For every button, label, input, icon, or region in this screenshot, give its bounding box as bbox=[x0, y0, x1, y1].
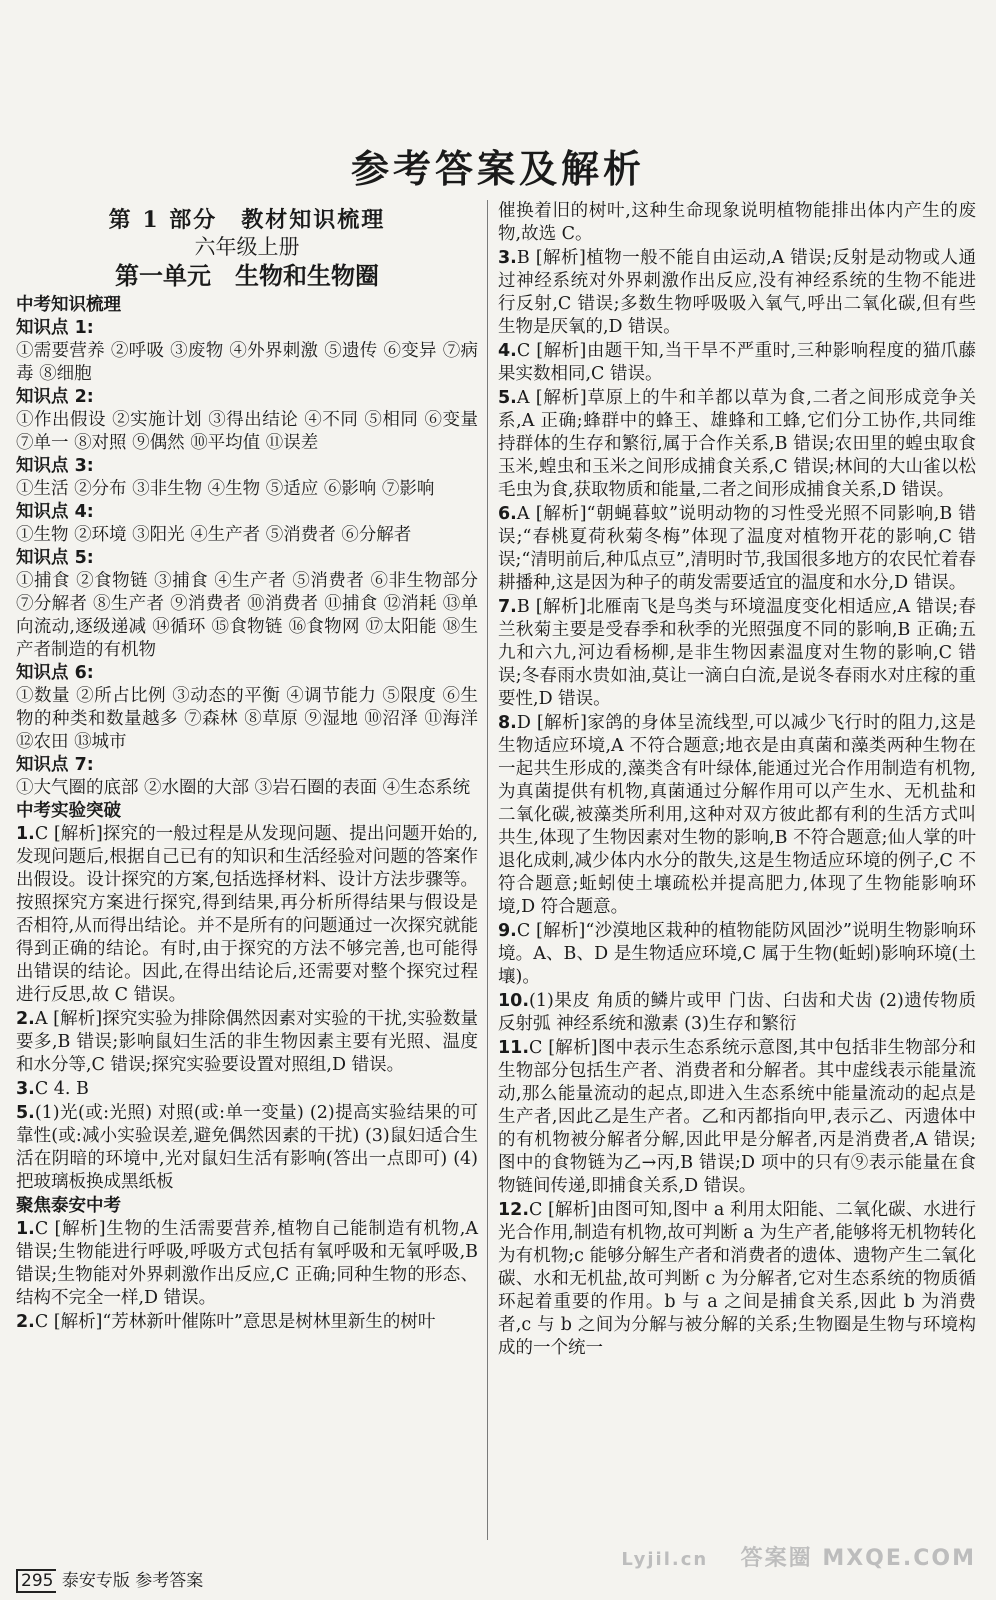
answer-item bbox=[498, 503, 976, 595]
answer-number: 8. bbox=[498, 713, 517, 733]
answer-item bbox=[498, 990, 976, 1036]
answer-number: 9. bbox=[498, 921, 517, 941]
answer-item bbox=[498, 712, 976, 919]
part-heading: 第 1 部分 教材知识梳理 bbox=[108, 207, 386, 233]
answer-number: 3. bbox=[498, 248, 517, 268]
answer-number: 4. bbox=[498, 341, 517, 361]
answer-item bbox=[16, 1311, 478, 1334]
kp7-title: 知识点 7: bbox=[16, 755, 94, 775]
answer-text: B [解析]北雁南飞是鸟类与环境温度变化相适应,A 错误;春兰秋菊主要是受春季和秋季的光照强度不同的影响,B 正确;五九和六九,河边看杨柳,是非生物因素温度对生物的影响,C 错误;冬春雨水贵如油,莫让一滴白白流,是说冬春雨水对庄稼的重要性,D 错误。 bbox=[498, 597, 976, 709]
answer-number: 2. bbox=[16, 1009, 35, 1029]
answer-text: A [解析]“朝蝇暮蚊”说明动物的习性受光照不同影响,B 错误;“春桃夏荷秋菊冬梅”体现了温度对植物开花的影响,C 错误;“清明前后,种瓜点豆”,清明时节,我国很多地方的农民忙着春耕播种,这是因为种子的萌发需要适宜的温度和水分,D 错误。 bbox=[498, 504, 976, 593]
answer-item bbox=[498, 920, 976, 989]
kp7-text: ①大气圈的底部 ②水圈的大部 ③岩石圈的表面 ④生态系统 bbox=[16, 778, 471, 798]
kp3-text: ①生活 ②分布 ③非生物 ④生物 ⑤适应 ⑥影响 ⑦影响 bbox=[16, 479, 435, 499]
answer-text: A [解析]草原上的牛和羊都以草为食,二者之间形成竞争关系,A 正确;蜂群中的蜂王、雄蜂和工蜂,它们分工协作,共同维持群体的生存和繁衍,属于合作关系,B 错误;农田里的蝗虫取食玉米,蝗虫和玉米之间形成捕食关系,C 错误;林间的大山雀以松毛虫为食,获取物质和能量,二者之间形成捕食关系,D 错误。 bbox=[498, 388, 976, 500]
answer-number: 11. bbox=[498, 1038, 530, 1058]
page-footer bbox=[16, 1566, 203, 1591]
answer-item bbox=[16, 1008, 478, 1077]
column-divider bbox=[487, 200, 488, 1540]
answer-text: C 4. B bbox=[34, 1079, 89, 1099]
answer-item bbox=[16, 1102, 478, 1194]
kp1-title: 知识点 1: bbox=[16, 318, 94, 338]
watermark-text-2: 答案圈 MXQE.COM bbox=[740, 1546, 976, 1571]
answer-number: 3. bbox=[16, 1079, 35, 1099]
answer-item bbox=[16, 1078, 478, 1101]
answer-text: A [解析]探究实验为排除偶然因素对实验的干扰,实验数量要多,B 错误;影响鼠妇生活的非生物因素主要有光照、温度和水分等,C 错误;探究实验要设置对照组,D 错误。 bbox=[16, 1009, 478, 1075]
answer-text: C [解析]探究的一般过程是从发现问题、提出问题开始的,发现问题后,根据自己已有的知识和生活经验对问题的答案作出假设。设计探究的方案,包括选择材料、设计方法步骤等。按照探究方案进行探究,得到结果,再分析所得结果与假设是否相符,从而得出结论。并不是所有的问题通过一次探究就能得到正确的结论。有时,由于探究的方法不够完善,也可能得出错误的结论。因此,在得出结论后,还需要对整个探究过程进行反思,故 C 错误。 bbox=[16, 824, 478, 1005]
answer-number: 6. bbox=[498, 504, 517, 524]
section-heading-experiment: 中考实验突破 bbox=[16, 801, 121, 821]
kp4-title: 知识点 4: bbox=[16, 502, 94, 522]
answer-text: (1)光(或:光照) 对照(或:单一变量) (2)提高实验结果的可靠性(或:减小实验误差,避免偶然因素的干扰) (3)鼠妇适合生活在阴暗的环境中,光对鼠妇生活有影响(答出一点即可) (4)把玻璃板换成黑纸板 bbox=[16, 1103, 478, 1192]
kp3-title: 知识点 3: bbox=[16, 456, 94, 476]
unit-heading: 第一单元 生物和生物圈 bbox=[115, 262, 379, 290]
answer-text: C [解析]“沙漠地区栽种的植物能防风固沙”说明生物影响环境。A、B、D 是生物适应环境,C 属于生物(蚯蚓)影响环境(土壤)。 bbox=[498, 921, 976, 987]
answer-number: 5. bbox=[16, 1103, 35, 1123]
kp5-title: 知识点 5: bbox=[16, 548, 94, 568]
section-heading-knowledge: 中考知识梳理 bbox=[16, 295, 121, 315]
kp2-title: 知识点 2: bbox=[16, 387, 94, 407]
watermark bbox=[621, 1538, 976, 1573]
answer-text: D [解析]家鸽的身体呈流线型,可以减少飞行时的阻力,这是生物适应环境,A 不符合题意;地衣是由真菌和藻类两种生物在一起共生形成的,藻类含有叶绿体,能通过光合作用制造有机物,为真菌提供有机物,真菌通过分解作用可以产生水、无机盐和二氧化碳,被藻类所利用,这种对双方彼此都有利的生活方式叫共生,体现了生物因素对生物的影响,B 不符合题意;仙人掌的叶退化成刺,减少体内水分的散失,这是生物适应环境的例子,C 不符合题意;蚯蚓使土壤疏松并提高肥力,体现了生物能影响环境,D 符合题意。 bbox=[498, 713, 976, 917]
answer-continued: 催换着旧的树叶,这种生命现象说明植物能排出体内产生的废物,故选 C。 bbox=[498, 201, 976, 244]
kp5-text: ①捕食 ②食物链 ③捕食 ④生产者 ⑤消费者 ⑥非生物部分 ⑦分解者 ⑧生产者 ⑨消费者 ⑩消费者 ⑪捕食 ⑫消耗 ⑬单向流动,逐级递减 ⑭循环 ⑮食物链 ⑯食物网 ⑰太阳能 ⑱生产者制造的有机物 bbox=[16, 571, 478, 660]
answer-text: C [解析]生物的生活需要营养,植物自己能制造有机物,A 错误;生物能进行呼吸,呼吸方式包括有氧呼吸和无氧呼吸,B 错误;生物能对外界刺激作出反应,C 正确;同种生物的形态、结构不完全一样,D 错误。 bbox=[16, 1219, 478, 1308]
answer-number: 7. bbox=[498, 597, 517, 617]
answer-text: (1)果皮 角质的鳞片或甲 门齿、臼齿和犬齿 (2)遗传物质 反射弧 神经系统和激素 (3)生存和繁衍 bbox=[498, 991, 976, 1034]
answer-number: 2. bbox=[16, 1312, 35, 1332]
answer-text: B [解析]植物一般不能自由运动,A 错误;反射是动物或人通过神经系统对外界刺激作出反应,没有神经系统的生物不能进行反射,C 错误;多数生物呼吸吸入氧气,呼出二氧化碳,但有些生物是厌氧的,D 错误。 bbox=[498, 248, 976, 337]
kp1-text: ①需要营养 ②呼吸 ③废物 ④外界刺激 ⑤遗传 ⑥变异 ⑦病毒 ⑧细胞 bbox=[16, 341, 478, 384]
footer-text: 泰安专版 参考答案 bbox=[61, 1571, 204, 1591]
kp6-title: 知识点 6: bbox=[16, 663, 94, 683]
answer-text: C [解析]由题干知,当干旱不严重时,三种影响程度的猫爪藤果实数相同,C 错误。 bbox=[498, 341, 976, 384]
left-column bbox=[16, 200, 478, 1335]
answer-item bbox=[498, 1199, 976, 1360]
section-heading-taian: 聚焦泰安中考 bbox=[16, 1196, 121, 1216]
answer-item bbox=[498, 596, 976, 711]
page-number: 295 bbox=[16, 1569, 56, 1593]
watermark-text-1: Lyjil.cn bbox=[621, 1549, 709, 1570]
answer-number: 1. bbox=[16, 824, 35, 844]
kp2-text: ①作出假设 ②实施计划 ③得出结论 ④不同 ⑤相同 ⑥变量 ⑦单一 ⑧对照 ⑨偶然 ⑩平均值 ⑪误差 bbox=[16, 410, 478, 453]
answer-item bbox=[498, 387, 976, 502]
kp4-text: ①生物 ②环境 ③阳光 ④生产者 ⑤消费者 ⑥分解者 bbox=[16, 525, 412, 545]
answer-number: 10. bbox=[498, 991, 530, 1011]
answer-item bbox=[16, 823, 478, 1007]
answer-item bbox=[498, 247, 976, 339]
grade-heading: 六年级上册 bbox=[194, 235, 300, 259]
answer-number: 1. bbox=[16, 1219, 35, 1239]
answer-number: 5. bbox=[498, 388, 517, 408]
page-title: 参考答案及解析 bbox=[350, 147, 645, 191]
answer-item bbox=[498, 340, 976, 386]
answer-number: 12. bbox=[498, 1200, 530, 1220]
answer-item bbox=[16, 1218, 478, 1310]
answer-item bbox=[498, 1037, 976, 1198]
answer-text: C [解析]“芳林新叶催陈叶”意思是树林里新生的树叶 bbox=[34, 1312, 436, 1332]
right-column bbox=[498, 200, 976, 1361]
answer-text: C [解析]图中表示生态系统示意图,其中包括非生物部分和生物部分包括生产者、消费者和分解者。其中虚线表示能量流动,那么能量流动的起点,即进入生态系统中能量流动的起点是生产者,因此乙是生产者。乙和丙都指向甲,表示乙、丙遗体中的有机物被分解者分解,因此甲是分解者,丙是消费者,A 错误;图中的食物链为乙→丙,B 错误;D 项中的只有⑨表示能量在食物链间传递,即捕食关系,D 错误。 bbox=[498, 1038, 976, 1196]
answer-text: C [解析]由图可知,图中 a 利用太阳能、二氧化碳、水进行光合作用,制造有机物,故可判断 a 为生产者,能够将无机物转化为有机物;c 能够分解生产者和消费者的遗体、遗物产生二氧化碳、水和无机盐,故可判断 c 为分解者,它对生态系统的物质循环起着重要的作用。b 与 a 之间是捕食关系,因此 b 为消费者,c 与 b 之间为分解与被分解的关系;生物圈是生物与环境构成的一个统一 bbox=[498, 1200, 976, 1358]
kp6-text: ①数量 ②所占比例 ③动态的平衡 ④调节能力 ⑤限度 ⑥生物的种类和数量越多 ⑦森林 ⑧草原 ⑨湿地 ⑩沼泽 ⑪海洋 ⑫农田 ⑬城市 bbox=[16, 686, 478, 752]
